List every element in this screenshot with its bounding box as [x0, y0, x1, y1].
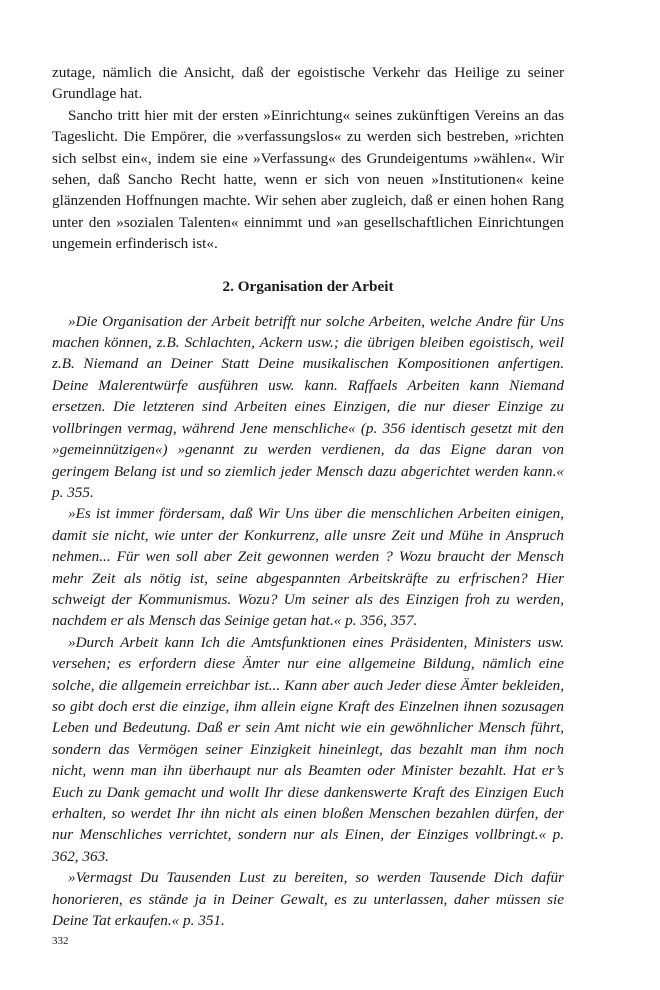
quote-paragraph: »Es ist immer fördersam, daß Wir Uns über die menschlichen Arbeiten einigen, damit sie nicht, wie unter der Konkurrenz, alle unsre Zeit und Mühe in Anspruch nehmen... Für wen soll aber Zeit gewonnen werden ? Wozu braucht der Mensch mehr Zeit als nötig ist, seine abgespannten Arbeitskräfte zu erfrischen? Hier schweigt der Kommunismus. Wozu? Um seiner als des Einzigen froh zu werden, nachdem er als Mensch das Seinige getan hat.« p. 356, 357. — [52, 505, 564, 630]
quote-paragraph: »Vermagst Du Tausenden Lust zu bereiten, so werden Tausende Dich dafür honorieren, es stände ja in Deiner Gewalt, es zu unterlassen, daher müssen sie Deine Tat erkaufen.« p. 351. — [52, 869, 564, 930]
section-heading: 2. Organisation der Arbeit — [222, 277, 394, 295]
intro-paragraph-continuation: zutage, nämlich die Ansicht, daß der egoistische Verkehr das Heilige zu seiner Grundlage hat. — [52, 64, 564, 103]
intro-paragraph-sancho: Sancho tritt hier mit der ersten »Einrichtung« seines zukünftigen Vereins an das Tageslicht. Die Empörer, die »verfassungslos« zu werden sich bestreben, »richten sich selbst ein«, indem sie eine »Verfassung« des Grundeigentums »wählen«. Wir sehen, daß Sancho Recht hatte, wenn er sich von neuen »Institutionen« keine glänzenden Hoffnungen machte. Wir sehen aber zugleich, daß er einen hohen Rang unter den »sozialen Talenten« einnimmt und »an gesellschaftlichen Einrichtungen ungemein erfinderisch ist«. — [52, 106, 564, 253]
quote-paragraph: »Die Organisation der Arbeit betrifft nur solche Arbeiten, welche Andre für Uns machen können, z.B. Schlachten, Ackern usw.; die übrigen bleiben egoistisch, weil z.B. Niemand an Deiner Statt Deine musikalischen Kompositionen anfertigen. Deine Malerentwürfe ausführen usw. kann. Raffaels Arbeiten kann Niemand ersetzen. Die letzteren sind Arbeiten eines Einzigen, die nur dieser Einzige zu vollbringen vermag, während Jene menschliche« (p. 356 identisch gesetzt mit den »gemeinnützigen«) »genannt zu werden verdienen, da das Eigne daran von geringem Belang ist und so ziemlich jeder Mensch dazu abgerichtet werden kann.« p. 355. — [52, 312, 564, 501]
page-number: 332 — [52, 935, 69, 947]
page-body — [52, 62, 564, 931]
quote-paragraph: »Durch Arbeit kann Ich die Amtsfunktionen eines Präsidenten, Ministers usw. versehen; es erfordern diese Ämter nur eine allgemeine Bildung, nämlich eine solche, die allgemein erreichbar ist... Kann aber auch Jeder diese Ämter bekleiden, so gibt doch erst die einzige, ihm allein eigne Kraft des Einzelnen ihnen sozusagen Leben und Bedeutung. Daß er sein Amt nicht wie ein gewöhnlicher Mensch führt, sondern das Vermögen seiner Einzigkeit hineinlegt, das bezahlt man ihm noch nicht, wenn man ihn überhaupt nur als Beamten oder Minister bezahlt. Hat er’s Euch zu Dank gemacht und wollt Ihr diese dankenswerte Kraft des Einzigen Euch erhalten, so werdet Ihr ihn nicht als einen bloßen Menschen bezahlen dürfen, der nur Menschliches verrichtet, sondern nur als Einen, der Einziges vollbringt.« p. 362, 363. — [52, 633, 564, 865]
